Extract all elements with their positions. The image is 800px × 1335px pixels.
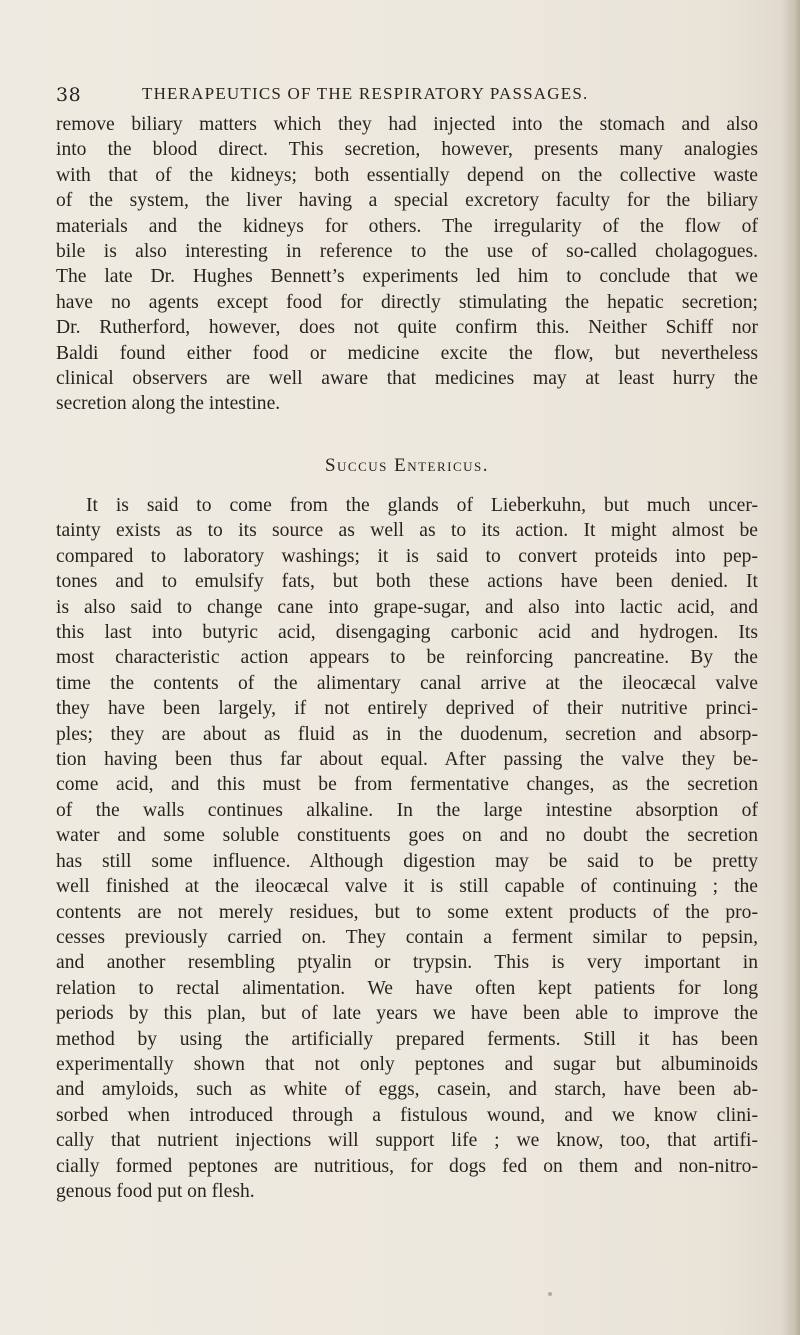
text-line: of the system, the liver having a special excretory faculty for the biliary [56, 190, 758, 212]
text-line: clinical observers are well aware that medicines may at least hurry the [56, 368, 758, 390]
text-line: most characteristic action appears to be reinforcing pancreatine. By the [56, 647, 758, 669]
text-line: with that of the kidneys; both essentially depend on the collective waste [56, 164, 758, 186]
running-head [56, 84, 746, 110]
paragraph-bile [56, 112, 758, 417]
page-edge-shadow [782, 0, 800, 1335]
text-line: they have been largely, if not entirely deprived of their nutritive princi- [56, 698, 758, 720]
page-number: 38 [56, 84, 82, 106]
text-line: cesses previously carried on. They contain a ferment similar to pepsin, [56, 926, 758, 948]
text-line: well finished at the ileocæcal valve it is still capable of continuing ; the [56, 876, 758, 898]
text-line: tion having been thus far about equal. After passing the valve they be- [56, 749, 758, 771]
text-line: remove biliary matters which they had injected into the stomach and also [56, 114, 758, 135]
ink-speck [548, 1292, 552, 1296]
text-line: water and some soluble constituents goes on and no doubt the secretion [56, 825, 758, 847]
text-line: It is said to come from the glands of Lieberkuhn, but much uncer- [86, 495, 758, 516]
text-line: tainty exists as to its source as well as to its action. It might almost be [56, 520, 758, 542]
text-line: have no agents except food for directly stimulating the hepatic secretion; [56, 291, 758, 313]
text-line: experimentally shown that not only peptones and sugar but albuminoids [56, 1053, 758, 1075]
text-line: contents are not merely residues, but to some extent products of the pro- [56, 901, 758, 923]
text-line: bile is also interesting in reference to the use of so-called cholagogues. [56, 241, 758, 263]
text-line: and amyloids, such as white of eggs, casein, and starch, have been ab- [56, 1079, 758, 1101]
text-line: come acid, and this must be from fermentative changes, as the secretion [56, 774, 758, 796]
text-line: sorbed when introduced through a fistulous wound, and we know clini- [56, 1104, 758, 1126]
text-line: cially formed peptones are nutritious, for dogs fed on them and non-nitro- [56, 1155, 758, 1177]
text-line: The late Dr. Hughes Bennett’s experiments led him to conclude that we [56, 266, 758, 288]
section-heading: Succus Entericus. [324, 455, 490, 476]
running-title: THERAPEUTICS OF THE RESPIRATORY PASSAGES. [142, 84, 589, 103]
text-line: Dr. Rutherford, however, does not quite confirm this. Neither Schiff nor [56, 317, 758, 339]
text-line: relation to rectal alimentation. We have often kept patients for long [56, 977, 758, 999]
text-line: this last into butyric acid, disengaging carbonic acid and hydrogen. Its [56, 622, 758, 644]
text-line: of the walls continues alkaline. In the large intestine absorption of [56, 799, 758, 821]
text-line: cally that nutrient injections will support life ; we know, too, that artifi- [56, 1130, 758, 1152]
text-line: into the blood direct. This secretion, however, presents many analogies [56, 139, 758, 161]
text-line: materials and the kidneys for others. The irregularity of the flow of [56, 215, 758, 237]
paragraph-succus-entericus [56, 493, 758, 1204]
text-line: tones and to emulsify fats, but both these actions have been denied. It [56, 571, 758, 593]
text-line: is also said to change cane into grape-sugar, and also into lactic acid, and [56, 596, 758, 618]
text-line: ples; they are about as fluid as in the duodenum, secretion and absorp- [56, 723, 758, 745]
text-line: has still some influence. Although digestion may be said to be pretty [56, 850, 758, 872]
text-line: periods by this plan, but of late years we have been able to improve the [56, 1003, 758, 1025]
text-line: secretion along the intestine. [56, 393, 281, 415]
text-line: genous food put on flesh. [56, 1180, 255, 1202]
text-line: Baldi found either food or medicine excite the flow, but nevertheless [56, 342, 758, 364]
text-line: compared to laboratory washings; it is said to convert proteids into pep- [56, 545, 758, 567]
text-line: method by using the artificially prepared ferments. Still it has been [56, 1028, 758, 1050]
text-line: and another resembling ptyalin or trypsin. This is very important in [56, 952, 758, 974]
text-line: time the contents of the alimentary canal arrive at the ileocæcal valve [56, 672, 758, 694]
